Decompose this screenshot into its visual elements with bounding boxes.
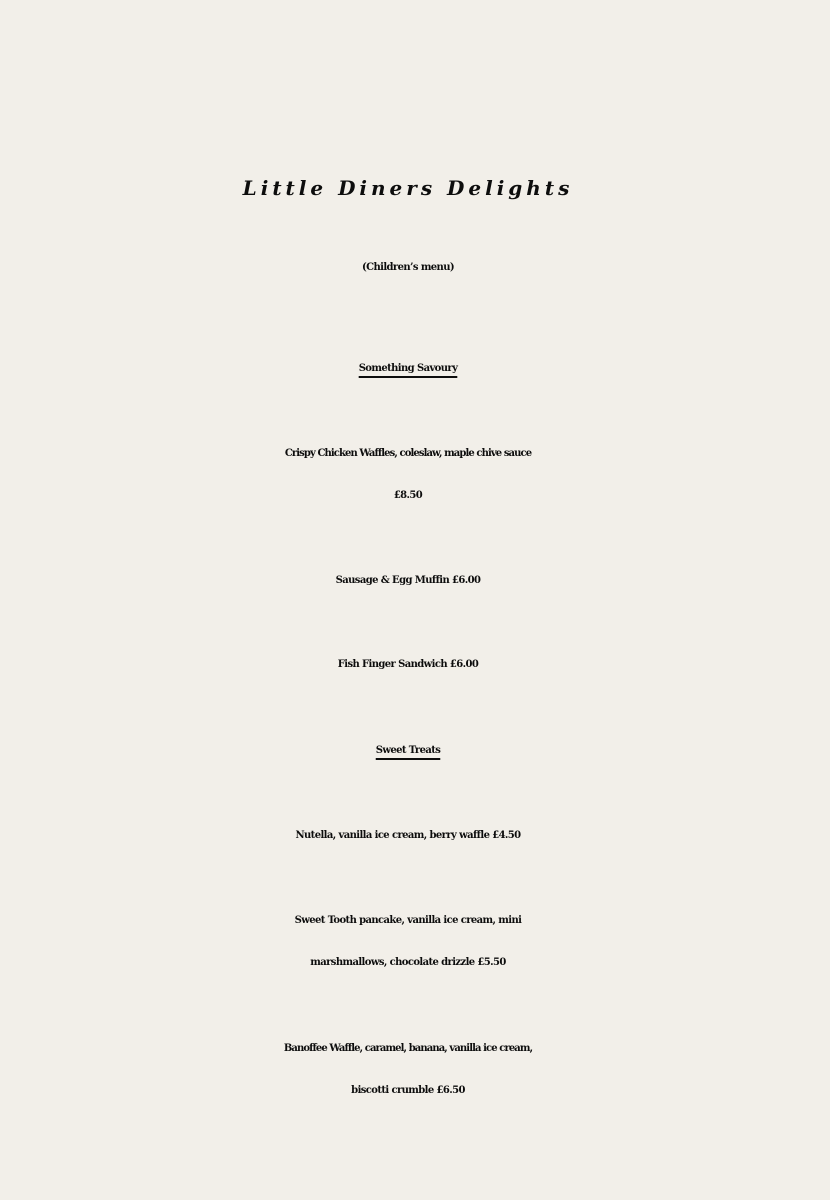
menu-item-line: Sausage & Egg Muffin £6.00 bbox=[335, 575, 481, 586]
section-heading-sweet: Sweet Treats bbox=[375, 745, 441, 756]
menu-item-line: Banoffee Waffle, caramel, banana, vanilla ice cream, bbox=[283, 1043, 533, 1054]
menu-item-line: Crispy Chicken Waffles, coleslaw, maple chive sauce bbox=[284, 448, 532, 459]
menu-item-line: biscotti crumble £6.50 bbox=[351, 1085, 465, 1096]
menu-subtitle: (Children’s menu) bbox=[361, 262, 455, 273]
menu-item-line: Nutella, vanilla ice cream, berry waffle £4.50 bbox=[295, 830, 521, 841]
menu-item-line: Fish Finger Sandwich £6.00 bbox=[337, 659, 479, 670]
section-heading-savoury: Something Savoury bbox=[358, 363, 458, 374]
menu-title: Little Diners Delights bbox=[242, 176, 574, 200]
menu-item-line: Sweet Tooth pancake, vanilla ice cream, mini bbox=[294, 915, 522, 926]
menu-item-price: £8.50 bbox=[393, 490, 423, 501]
menu-item-line: marshmallows, chocolate drizzle £5.50 bbox=[310, 957, 506, 968]
